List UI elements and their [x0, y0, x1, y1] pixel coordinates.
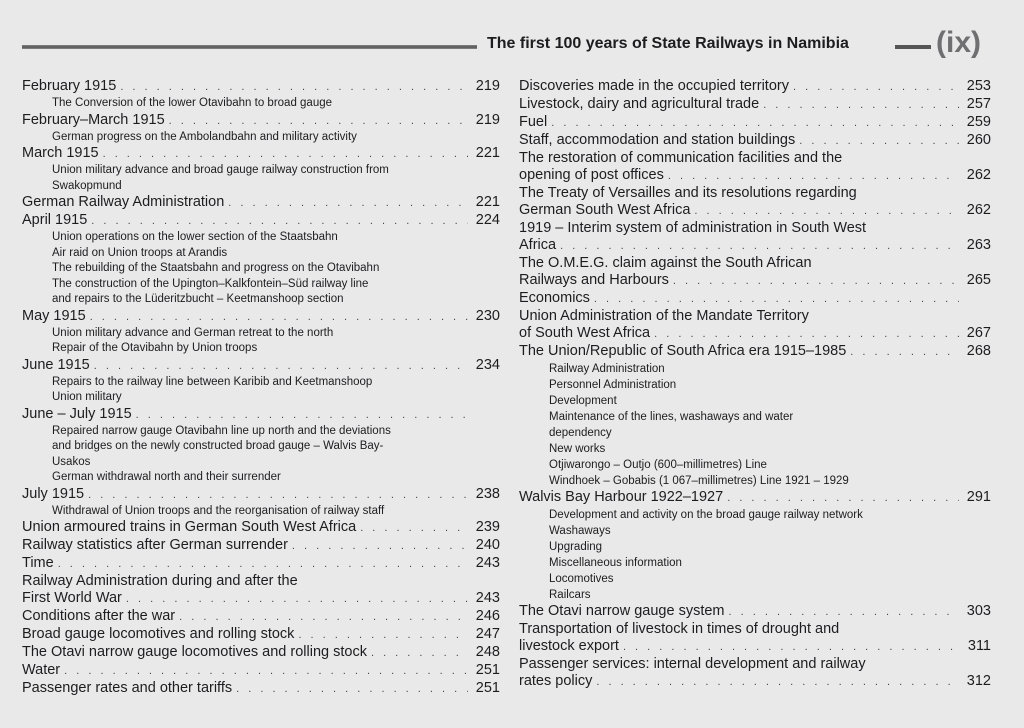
toc-right-column: [519, 78, 991, 691]
toc-page-number: 303: [966, 603, 991, 619]
toc-entry-line: [519, 343, 991, 361]
toc-entry-line: [22, 555, 500, 573]
toc-entry: [22, 406, 500, 486]
toc-subentry: German progress on the Ambolandbahn and military activity: [52, 130, 357, 143]
toc-page-number: 259: [966, 114, 991, 130]
toc-entry: [22, 537, 500, 555]
toc-entry-line: [519, 272, 991, 290]
toc-subentry: Development: [549, 395, 617, 407]
header-rule-left: [22, 45, 477, 49]
toc-subentry: Repaired narrow gauge Otavibahn line up north and the deviations: [52, 424, 391, 437]
toc-entry: [22, 112, 500, 146]
dot-leader: [799, 133, 959, 150]
toc-page-number: 219: [475, 78, 500, 94]
page-header: [0, 26, 1024, 64]
dot-leader: [596, 674, 959, 691]
toc-entry: [519, 114, 991, 132]
toc-entry: [22, 680, 500, 698]
toc-entry-line: [22, 608, 500, 626]
toc-entry: [22, 78, 500, 112]
toc-entry-line: [22, 112, 500, 130]
toc-entry-title: July 1915: [22, 485, 85, 502]
dot-leader: [120, 79, 468, 96]
toc-entry: [519, 220, 991, 255]
toc-entry-title: German South West Africa: [519, 202, 691, 218]
dot-leader: [136, 407, 468, 424]
toc-entry-title: The Union/Republic of South Africa era 1915–1985: [519, 343, 847, 359]
toc-entry: [22, 308, 500, 357]
toc-entry: [519, 78, 991, 96]
toc-entry: [519, 132, 991, 150]
toc-entry: [519, 150, 991, 185]
toc-entry-title-line: The restoration of communication facilities and the: [519, 150, 843, 166]
toc-subentry: Personnel Administration: [549, 379, 677, 391]
toc-entry: [519, 290, 991, 308]
toc-entry-title: Fuel: [519, 114, 548, 130]
toc-entry-line: [22, 680, 500, 698]
toc-subentry: Swakopmund: [52, 179, 122, 192]
dot-leader: [560, 238, 959, 255]
toc-entry-title: April 1915: [22, 212, 88, 228]
toc-subentry: Repair of the Otavibahn by Union troops: [52, 342, 258, 354]
dot-leader: [88, 487, 468, 504]
toc-page-number: 253: [966, 78, 991, 94]
toc-subentry: The rebuilding of the Staatsbahn and progress on the Otavibahn: [52, 262, 380, 274]
toc-page-number: 265: [966, 272, 991, 288]
toc-subentry: Otjiwarongo – Outjo (600–millimetres) Line: [549, 459, 767, 471]
toc-entry-title: Railway statistics after German surrender: [22, 537, 288, 553]
toc-entry-line: [22, 406, 500, 424]
toc-entry-title: The Otavi narrow gauge system: [519, 603, 725, 619]
toc-subentry: Railcars: [549, 589, 591, 601]
toc-subentry: Upgrading: [549, 541, 603, 553]
toc-entry: [22, 626, 500, 644]
toc-entry-title-line: Passenger services: internal development and railway: [519, 656, 866, 672]
toc-entry-line: [519, 114, 991, 132]
toc-subentry: Withdrawal of Union troops and the reorganisation of railway staff: [52, 504, 385, 517]
dot-leader: [228, 195, 468, 212]
toc-subentry: Union military advance and broad gauge railway construction from: [52, 164, 389, 176]
dot-leader: [179, 609, 468, 626]
toc-subentry: Maintenance of the lines, washaways and water: [549, 411, 794, 423]
toc-entry-line: [519, 167, 991, 185]
dot-leader: [668, 168, 959, 185]
toc-page-number: 221: [475, 194, 500, 210]
dot-leader: [126, 591, 468, 608]
toc-subentry: Union military advance and German retreat to the north: [52, 326, 334, 339]
toc-subentry: The Conversion of the lower Otavibahn to broad gauge: [52, 97, 333, 109]
toc-entry: [519, 185, 991, 220]
toc-entry-line: [22, 537, 500, 555]
toc-entry-title: February 1915: [22, 78, 117, 94]
toc-page-number: 248: [475, 644, 500, 660]
toc-page-number: 268: [966, 343, 991, 359]
toc-entry-line: [519, 325, 991, 343]
toc-entry-title: May 1915: [22, 307, 86, 324]
dot-leader: [594, 291, 959, 308]
toc-entry-title: Discoveries made in the occupied territory: [519, 78, 789, 94]
dot-leader: [729, 604, 959, 621]
toc-subentry: and bridges on the newly constructed broad gauge – Walvis Bay-: [52, 440, 384, 452]
toc-subentry: Windhoek – Gobabis (1 067–millimetres) Line 1921 – 1929: [549, 475, 849, 487]
toc-entry-line: [22, 662, 500, 680]
toc-entry-title: February–March 1915: [22, 111, 165, 128]
dot-leader: [103, 146, 468, 163]
dot-leader: [623, 639, 959, 656]
toc-entry-title-line: 1919 – Interim system of administration in South West: [519, 220, 867, 236]
toc-entry-line: [22, 145, 500, 163]
toc-page-number: 238: [475, 485, 500, 502]
toc-entry-title: Conditions after the war: [22, 608, 176, 624]
toc-page-number: 262: [966, 202, 991, 218]
toc-entry-line: [519, 202, 991, 220]
toc-entry-line: [22, 308, 500, 326]
toc-entry-line: [22, 519, 500, 537]
toc-entry-title: Staff, accommodation and station buildings: [519, 132, 796, 148]
toc-entry-title-line: The O.M.E.G. claim against the South African: [519, 255, 812, 271]
dot-leader: [298, 627, 468, 644]
toc-entry: [519, 603, 991, 621]
toc-page-number: 247: [475, 626, 500, 642]
toc-entry-line: [22, 644, 500, 662]
toc-entry: [519, 96, 991, 114]
toc-page-number: 267: [966, 325, 991, 341]
toc-entry-title: Africa: [519, 237, 557, 253]
toc-subentry: dependency: [549, 427, 612, 439]
toc-entry-title-line: Transportation of livestock in times of drought and: [519, 621, 840, 637]
toc-page-number: 263: [966, 237, 991, 253]
toc-subentry: Washaways: [549, 525, 611, 537]
header-rule-right: [895, 45, 931, 49]
toc-page-number: 243: [475, 555, 500, 571]
toc-entry-title: rates policy: [519, 673, 593, 689]
toc-entry-line: [519, 290, 991, 308]
toc-entry-title: Railways and Harbours: [519, 272, 669, 288]
toc-entry: [519, 656, 991, 691]
toc-page-number: 239: [475, 519, 500, 535]
dot-leader: [360, 520, 468, 537]
toc-entry-title: Walvis Bay Harbour 1922–1927: [519, 489, 724, 505]
toc-entry-line: [22, 212, 500, 230]
toc-entry-title: March 1915: [22, 145, 99, 161]
dot-leader: [551, 115, 959, 132]
toc-entry-line: [519, 673, 991, 691]
toc-entry: [519, 343, 991, 489]
toc-entry-line: [22, 626, 500, 644]
toc-entry-title-line: Union Administration of the Mandate Territory: [519, 308, 809, 324]
dot-leader: [90, 309, 468, 326]
dot-leader: [673, 273, 959, 290]
toc-subentry: Union military: [52, 391, 122, 403]
toc-entry-line: [22, 357, 500, 375]
toc-subentry: The construction of the Upington–Kalkfontein–Süd railway line: [52, 277, 369, 290]
toc-subentry: Air raid on Union troops at Arandis: [52, 246, 228, 259]
dot-leader: [58, 556, 468, 573]
toc-page-number: 312: [966, 673, 991, 689]
toc-entry-line: [519, 638, 991, 656]
toc-entry: [22, 573, 500, 608]
toc-entry: [519, 255, 991, 290]
toc-entry-line: [519, 78, 991, 96]
dot-leader: [236, 681, 468, 698]
toc-entry-title: Broad gauge locomotives and rolling stock: [22, 626, 295, 642]
toc-entry-line: [22, 486, 500, 504]
toc-subentry: Repairs to the railway line between Karibib and Keetmanshoop: [52, 375, 373, 388]
toc-entry-title: Passenger rates and other tariffs: [22, 680, 233, 696]
toc-entry: [22, 194, 500, 212]
toc-page-number: 230: [475, 307, 500, 324]
toc-page-number: 251: [475, 662, 500, 678]
toc-entry-title: The Otavi narrow gauge locomotives and rolling stock: [22, 644, 367, 660]
toc-page-number: 251: [475, 680, 500, 696]
dot-leader: [850, 344, 959, 361]
toc-subentry: Usakos: [52, 455, 91, 468]
toc-entry-line: [22, 194, 500, 212]
toc-entry-title: opening of post offices: [519, 167, 664, 183]
toc-entry-title: Time: [22, 555, 54, 571]
toc-subentry: Railway Administration: [549, 363, 665, 375]
dot-leader: [64, 663, 468, 680]
toc-entry-title: June 1915: [22, 356, 90, 373]
toc-page-number: 262: [966, 167, 991, 183]
dot-leader: [94, 358, 468, 375]
dot-leader: [91, 213, 468, 230]
toc-page-number: 240: [475, 537, 500, 553]
toc-entry: [22, 519, 500, 537]
toc-entry: [22, 644, 500, 662]
toc-page-number: 219: [475, 111, 500, 128]
toc-entry-title: livestock export: [519, 638, 619, 654]
toc-entry: [22, 662, 500, 680]
dot-leader: [793, 79, 959, 96]
toc-entry: [22, 357, 500, 406]
toc-page-number: 224: [475, 212, 500, 228]
toc-entry-line: [519, 96, 991, 114]
toc-entry: [519, 621, 991, 656]
toc-entry: [519, 308, 991, 343]
toc-subentry: German withdrawal north and their surrender: [52, 471, 281, 483]
dot-leader: [292, 538, 468, 555]
toc-entry: [22, 212, 500, 308]
toc-entry-title: Water: [22, 662, 61, 678]
toc-entry-title: of South West Africa: [519, 325, 651, 341]
toc-entry-line: [519, 237, 991, 255]
toc-entry-title-line: The Treaty of Versailles and its resolutions regarding: [519, 185, 857, 201]
toc-entry-title: German Railway Administration: [22, 194, 225, 210]
toc-entry-line: [519, 132, 991, 150]
toc-page-number: 257: [966, 96, 991, 112]
toc-subentry: Union operations on the lower section of the Staatsbahn: [52, 231, 338, 243]
toc-entry: [22, 555, 500, 573]
book-title: The first 100 years of State Railways in Namibia: [487, 35, 849, 52]
toc-subentry: Development and activity on the broad gauge railway network: [549, 509, 863, 521]
toc-entry-title: June – July 1915: [22, 405, 132, 422]
dot-leader: [694, 203, 959, 220]
toc-left-column: [22, 78, 500, 698]
toc-entry: [519, 489, 991, 603]
toc-entry: [22, 608, 500, 626]
toc-entry-line: [519, 603, 991, 621]
toc-page-number: 234: [475, 356, 500, 373]
toc-entry-line: [22, 590, 500, 608]
toc-page-number: 311: [967, 638, 991, 654]
toc-entry-line: [519, 489, 991, 507]
toc-entry-title: First World War: [22, 590, 122, 606]
page-number: (ix): [936, 26, 981, 59]
toc-entry-title: Livestock, dairy and agricultural trade: [519, 96, 760, 112]
toc-page-number: 221: [475, 145, 500, 161]
toc-subentry: and repairs to the Lüderitzbucht – Keetmanshoop section: [52, 293, 344, 305]
toc-entry: [22, 486, 500, 520]
toc-entry-title: Economics: [519, 290, 590, 306]
toc-page-number: 243: [475, 590, 500, 606]
toc-page-number: 246: [475, 608, 500, 624]
toc-subentry: Locomotives: [549, 573, 614, 585]
toc-subentry: Miscellaneous information: [549, 557, 682, 569]
dot-leader: [169, 113, 468, 130]
dot-leader: [654, 326, 959, 343]
toc-entry-title: Union armoured trains in German South West Africa: [22, 519, 357, 535]
toc-page-number: 260: [966, 132, 991, 148]
dot-leader: [727, 490, 959, 507]
toc-entry-line: [22, 78, 500, 96]
dot-leader: [371, 645, 468, 662]
toc-subentry: New works: [549, 443, 606, 455]
toc-page-number: 291: [966, 489, 991, 505]
toc-entry-title-line: Railway Administration during and after the: [22, 573, 298, 589]
dot-leader: [763, 97, 959, 114]
toc-entry: [22, 145, 500, 194]
